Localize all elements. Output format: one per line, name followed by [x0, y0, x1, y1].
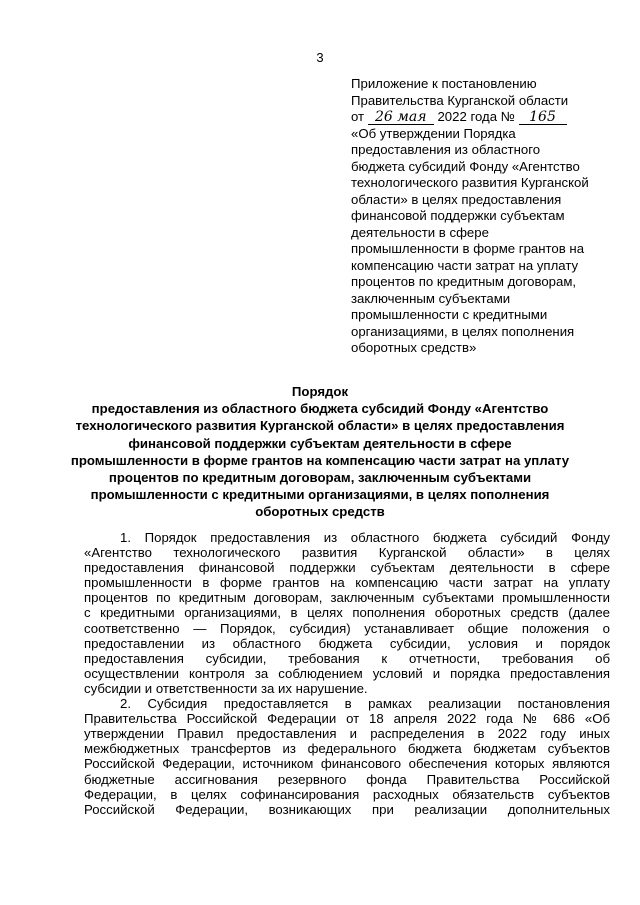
- paragraph-line: бюджетные ассигнования резервного фонда Правительства Российской: [84, 771, 610, 787]
- date-prefix: от: [351, 109, 365, 124]
- appendix-line: промышленности с кредитными: [351, 307, 548, 322]
- paragraph-line: предоставления субсидии, требования к отчетности, требования об: [84, 650, 610, 666]
- paragraph-1: [84, 530, 610, 696]
- paragraph-line: с кредитными организациями, в целях пополнения оборотных средств (далее: [84, 605, 610, 621]
- appendix-line: компенсацию части затрат на уплату: [351, 257, 579, 273]
- document-body: [84, 530, 610, 817]
- paragraph-line: межбюджетных трансфертов из федерального бюджета бюджетам субъектов: [84, 741, 610, 757]
- paragraph-line: осуществлении контроля за соблюдением условий и порядка предоставления: [84, 665, 610, 681]
- paragraph-line: промышленности в форме грантов на компенсацию части затрат на уплату: [84, 575, 610, 591]
- appendix-line: заключенным субъектами: [351, 290, 511, 306]
- paragraph-2: [84, 696, 610, 817]
- title-line: процентов по кредитным договорам, заключенным субъектами: [108, 470, 532, 486]
- title-line: финансовой поддержки субъектам деятельности в сфере: [128, 435, 512, 451]
- paragraph-line: субсидии и ответственности за их нарушение.: [84, 680, 368, 696]
- title-line: оборотных средств: [255, 504, 385, 520]
- paragraph-line: соответственно — Порядок, субсидия) устанавливает общие положения о: [84, 620, 610, 636]
- appendix-line: области» в целях предоставления: [351, 191, 562, 207]
- paragraph-line: Правительства Российской Федерации от 18 апреля 2022 года № 686 «Об: [84, 711, 610, 727]
- appendix-line: «Об утверждении Порядка: [351, 125, 516, 141]
- paragraph-line: 2. Субсидия предоставляется в рамках реализации постановления: [120, 696, 610, 712]
- paragraph-line: Российской Федерации, источником финансового обеспечения которых являются: [84, 756, 610, 772]
- paragraph-line: предоставлении из областного бюджета субсидии, условия и порядок: [84, 635, 610, 651]
- paragraph-line: Федерации, в целях софинансирования расходных обязательств субъектов: [84, 786, 610, 802]
- appendix-line: Правительства Курганской области: [351, 92, 569, 108]
- appendix-line: технологического развития Курганской: [351, 175, 589, 190]
- appendix-line: финансовой поддержки субъектам: [351, 208, 565, 223]
- appendix-block: [351, 76, 611, 357]
- document-title: [60, 383, 580, 521]
- appendix-line: процентов по кредитным договорам,: [351, 274, 577, 289]
- title-line: технологического развития Курганской области» в целях предоставления: [75, 418, 565, 434]
- appendix-date-line: [351, 109, 611, 126]
- appendix-line: организациями, в целях пополнения: [351, 323, 575, 339]
- appendix-line: оборотных средств»: [351, 340, 477, 355]
- appendix-line: промышленности в форме грантов на: [351, 241, 585, 256]
- paragraph-line: «Агентство технологического развития Курганской области» в целях: [84, 545, 610, 561]
- paragraph-line: 1. Порядок предоставления из областного бюджета субсидий Фонду: [120, 530, 610, 545]
- handwritten-date: 26 мая: [368, 111, 434, 125]
- handwritten-number: 165: [519, 111, 567, 125]
- title-line: промышленности с кредитными организациями, в целях пополнения: [90, 487, 550, 503]
- appendix-line: предоставления из областного: [351, 142, 541, 157]
- appendix-line: деятельности в сфере: [351, 224, 489, 240]
- appendix-line: бюджета субсидий Фонду «Агентство: [351, 158, 580, 174]
- title-line: предоставления из областного бюджета субсидий Фонду «Агентство: [91, 401, 549, 417]
- appendix-line: Приложение к постановлению: [351, 76, 537, 91]
- paragraph-line: Российской Федерации, возникающих при реализации дополнительных: [84, 801, 610, 817]
- paragraph-line: утверждении Правил предоставления и распределения в 2022 году иных: [84, 726, 610, 742]
- paragraph-line: предоставления финансовой поддержки субъектам деятельности в сфере: [84, 560, 610, 576]
- paragraph-line: процентов по кредитным договорам, заключенным субъектами промышленности: [84, 590, 610, 606]
- title-line: промышленности в форме грантов на компенсацию части затрат на уплату: [70, 452, 570, 468]
- date-middle: 2022 года №: [437, 109, 515, 124]
- page-number: 3: [316, 50, 324, 65]
- title-heading: Порядок: [291, 384, 349, 399]
